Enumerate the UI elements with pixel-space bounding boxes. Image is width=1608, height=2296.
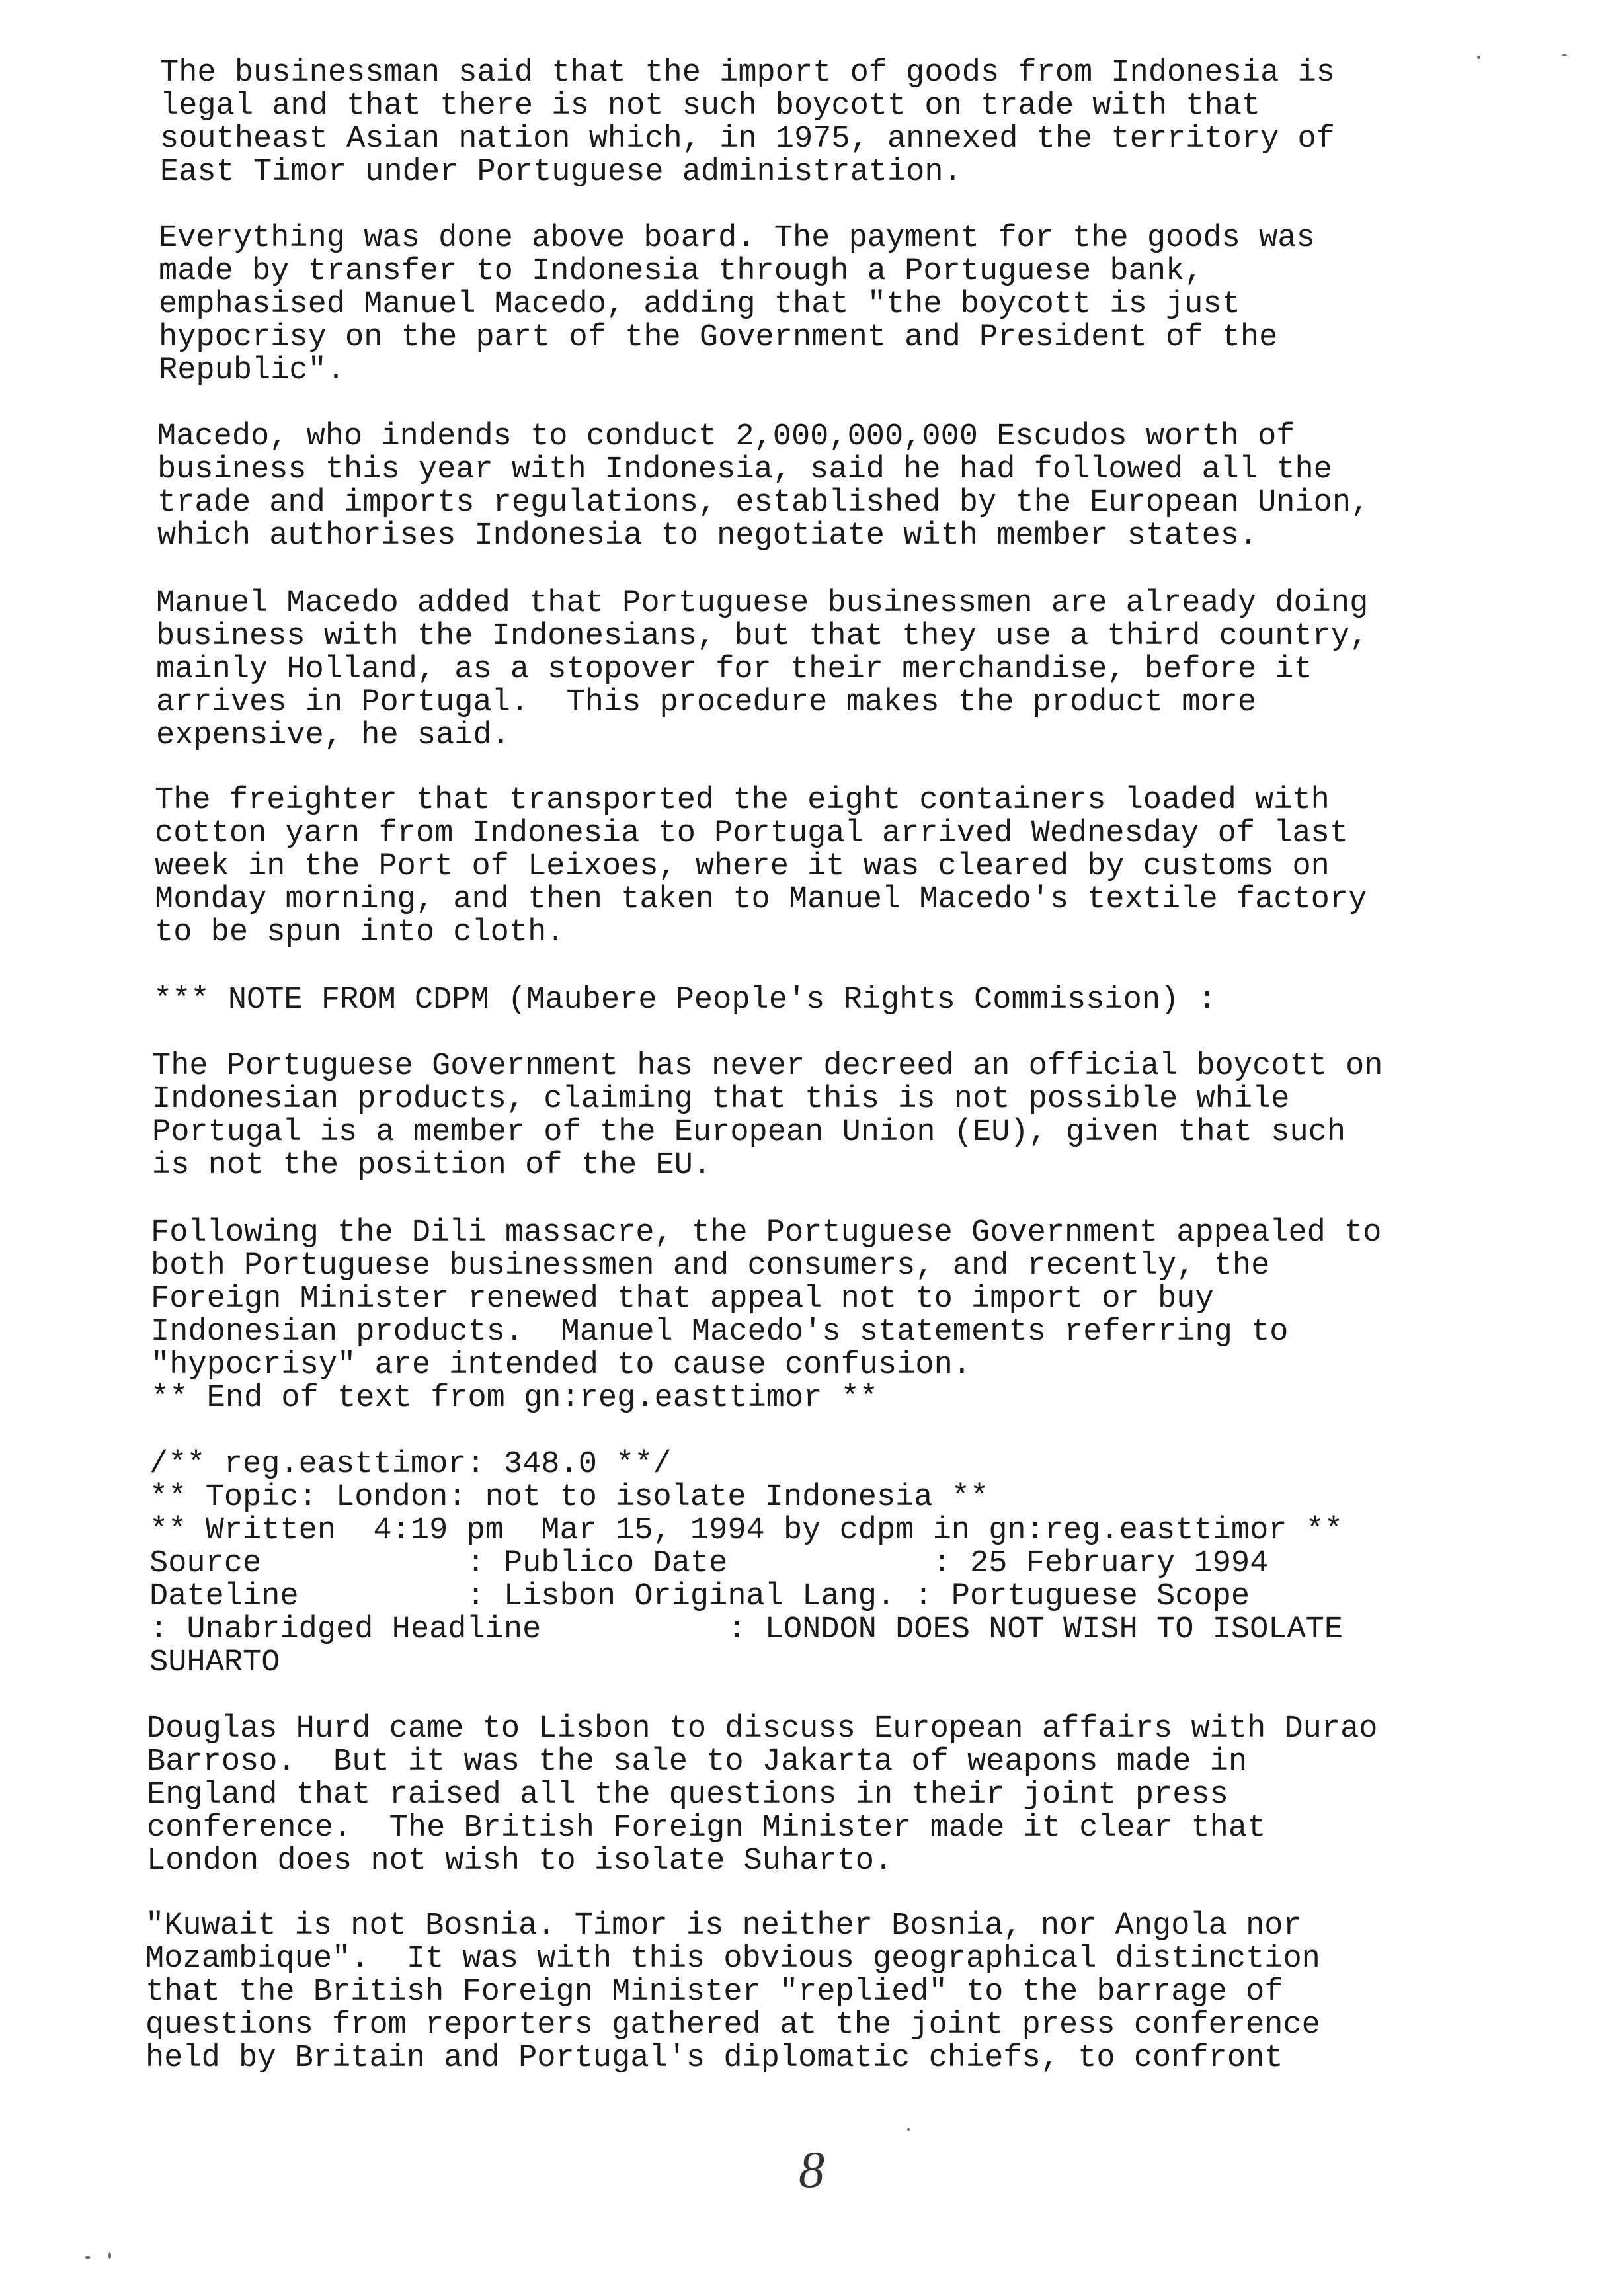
- scan-speck: [108, 2252, 111, 2259]
- text-line: Indonesian products, claiming that this is not possible while: [152, 1082, 1290, 1117]
- scan-speck: [1477, 56, 1480, 59]
- text-line: Portugal is a member of the European Union (EU), given that such: [152, 1115, 1346, 1150]
- paragraph: [151, 1217, 1382, 1415]
- text-line: England that raised all the questions in their joint press: [147, 1778, 1228, 1813]
- text-line: ** Topic: London: not to isolate Indonesia **: [149, 1480, 989, 1515]
- text-line: Mozambique". It was with this obvious geographical distinction: [145, 1942, 1320, 1977]
- text-line: *** NOTE FROM CDPM (Maubere People's Rights Commission) :: [153, 983, 1217, 1018]
- scan-speck: [85, 2256, 91, 2259]
- paragraph: [152, 1050, 1383, 1182]
- text-line: The Portuguese Government has never decreed an official boycott on: [152, 1049, 1383, 1084]
- text-line: questions from reporters gathered at the joint press conference: [145, 2008, 1320, 2043]
- text-line: both Portuguese businessmen and consumers, and recently, the: [151, 1249, 1270, 1284]
- text-line: Dateline : Lisbon Original Lang. : Portuguese Scope: [149, 1579, 1250, 1614]
- text-line: Macedo, who indends to conduct 2,000,000,000 Escudos worth of: [157, 419, 1295, 454]
- text-line: legal and that there is not such boycott on trade with that: [160, 89, 1261, 124]
- page-number: 8: [799, 2141, 824, 2198]
- text-line: held by Britain and Portugal's diplomatic chiefs, to confront: [145, 2041, 1283, 2076]
- paragraph: [160, 57, 1335, 189]
- text-line: expensive, he said.: [156, 718, 510, 753]
- text-line: Foreign Minister renewed that appeal not to import or buy: [151, 1282, 1214, 1317]
- text-line: Manuel Macedo added that Portuguese businessmen are already doing: [156, 586, 1369, 621]
- text-line: conference. The British Foreign Minister made it clear that: [147, 1811, 1266, 1846]
- text-line: hypocrisy on the part of the Government and President of the: [159, 320, 1278, 355]
- message-header: [149, 1448, 1343, 1680]
- text-line: East Timor under Portuguese administration.: [160, 155, 962, 190]
- paragraph: [156, 587, 1368, 753]
- text-line: business this year with Indonesia, said he had followed all the: [157, 452, 1332, 487]
- text-line: cotton yarn from Indonesia to Portugal arrived Wednesday of last: [155, 816, 1349, 851]
- text-line: mainly Holland, as a stopover for their merchandise, before it: [156, 652, 1312, 687]
- text-line: SUHARTO: [149, 1645, 280, 1680]
- text-line: business with the Indonesians, but that they use a third country,: [156, 619, 1369, 654]
- text-line: /** reg.easttimor: 348.0 **/: [149, 1447, 672, 1482]
- paragraph: [145, 1910, 1320, 2075]
- text-line: that the British Foreign Minister "replied" to the barrage of: [145, 1975, 1283, 2010]
- text-line: Following the Dili massacre, the Portuguese Government appealed to: [151, 1215, 1382, 1250]
- text-line: southeast Asian nation which, in 1975, annexed the territory of: [160, 122, 1335, 157]
- paragraph: [157, 421, 1369, 553]
- text-line: made by transfer to Indonesia through a Portuguese bank,: [159, 254, 1203, 289]
- text-line: Barroso. But it was the sale to Jakarta of weapons made in: [147, 1744, 1248, 1780]
- text-line: London does not wish to isolate Suharto.: [147, 1844, 893, 1879]
- text-line: which authorises Indonesia to negotiate with member states.: [157, 518, 1258, 554]
- paragraph: [155, 784, 1367, 950]
- text-line: Republic".: [159, 353, 346, 388]
- text-line: to be spun into cloth.: [155, 915, 565, 950]
- text-line: emphasised Manuel Macedo, adding that "the boycott is just: [159, 287, 1240, 322]
- text-line: arrives in Portugal. This procedure makes the product more: [156, 685, 1257, 720]
- note-heading: [153, 984, 1217, 1017]
- text-line: : Unabridged Headline : LONDON DOES NOT WISH TO ISOLATE: [149, 1612, 1344, 1647]
- text-line: ** Written 4:19 pm Mar 15, 1994 by cdpm in gn:reg.easttimor **: [149, 1513, 1344, 1548]
- text-line: Everything was done above board. The payment for the goods was: [159, 221, 1315, 256]
- text-line: Monday morning, and then taken to Manuel Macedo's textile factory: [155, 882, 1367, 917]
- text-line: "hypocrisy" are intended to cause confusion.: [151, 1348, 972, 1383]
- scan-speck: [1562, 54, 1567, 56]
- text-line: week in the Port of Leixoes, where it was cleared by customs on: [155, 849, 1330, 884]
- text-line: Source : Publico Date : 25 February 1994: [149, 1546, 1269, 1581]
- text-line: is not the position of the EU.: [152, 1148, 712, 1183]
- scan-speck: [907, 2128, 910, 2131]
- paragraph: [159, 222, 1315, 388]
- text-line: trade and imports regulations, established by the European Union,: [157, 485, 1370, 520]
- paragraph: [147, 1713, 1378, 1878]
- text-line: The businessman said that the import of goods from Indonesia is: [160, 56, 1335, 91]
- text-line: ** End of text from gn:reg.easttimor **: [151, 1381, 878, 1416]
- text-line: Douglas Hurd came to Lisbon to discuss European affairs with Durao: [147, 1711, 1378, 1746]
- text-line: "Kuwait is not Bosnia. Timor is neither Bosnia, nor Angola nor: [145, 1908, 1302, 1944]
- text-line: Indonesian products. Manuel Macedo's statements referring to: [151, 1315, 1289, 1350]
- text-line: The freighter that transported the eight containers loaded with: [155, 783, 1330, 818]
